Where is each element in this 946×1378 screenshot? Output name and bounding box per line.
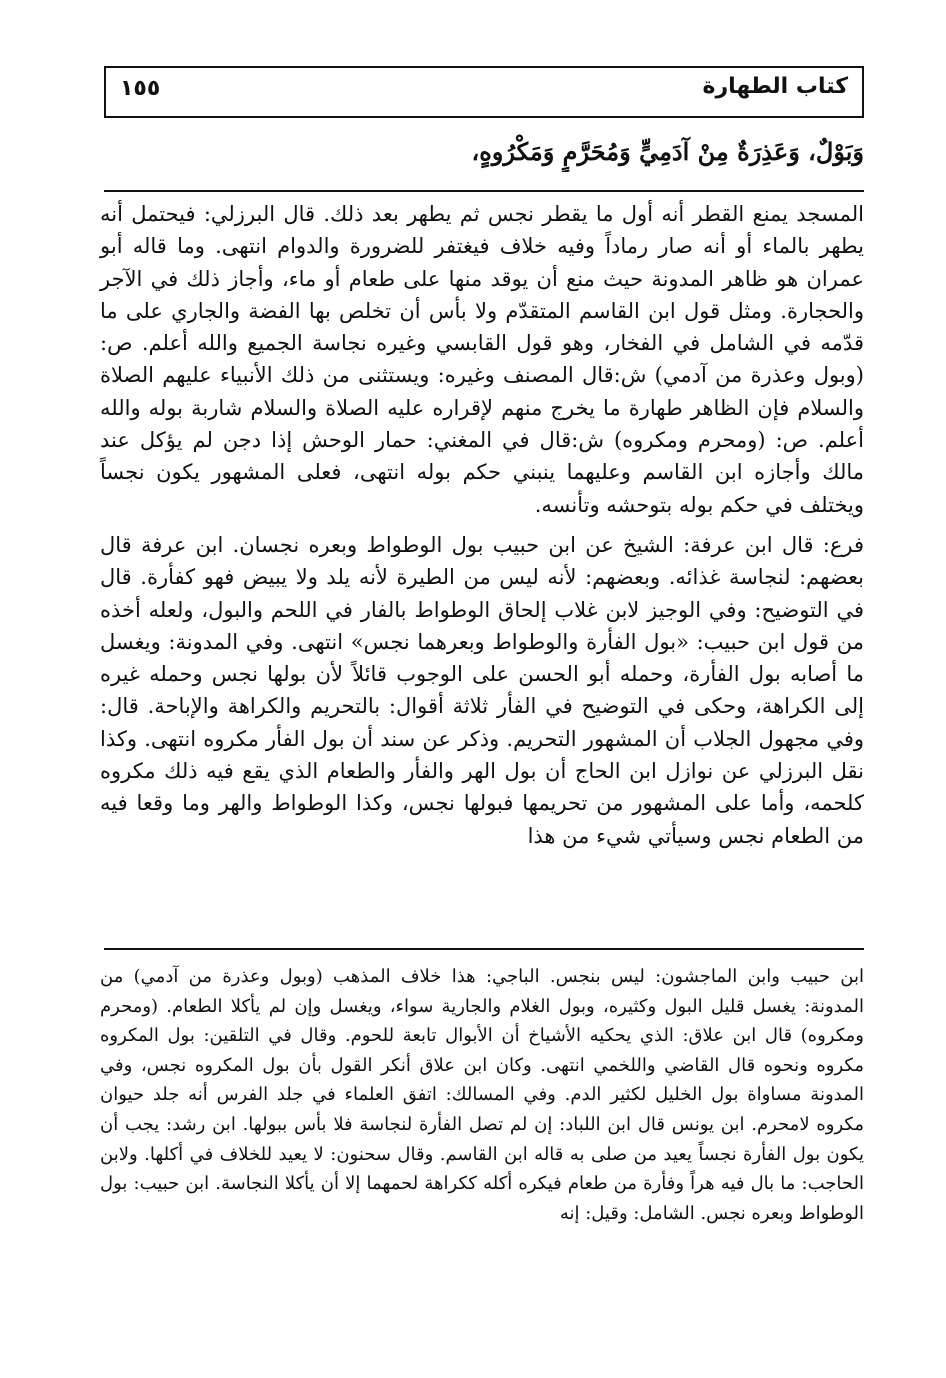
commentary-paragraph-2: فرع: قال ابن عرفة: الشيخ عن ابن حبيب بول الوطواط وبعره نجسان. ابن عرفة قال بعضهم: لنجاسة غذائه. وبعضهم: لأنه ليس من الطيرة لأنه يلد ولا يبيض فهو كفأرة. قال في التوضيح: وفي الوجيز لابن غلاب إلحاق الوطواط بالفار في اللحم والبول، ولعله أخذه من قول ابن حبيب: «بول الفأرة والوطواط وبعرهما نجس» انتهى. وفي المدونة: ويغسل ما أصابه بول الفأرة، وحمله أبو الحسن على الوجوب قائلاً لأن بولها نجس وحمله غيره إلى الكراهة، وحكى في التوضيح في الفأر ثلاثة أقوال: بالتحريم والكراهة والإباحة. قال: وفي مجهول الجلاب أن المشهور التحريم. وذكر عن سند أن بول الفأر مكروه انتهى. وكذا نقل البرزلي عن نوازل ابن الحاج أن بول الهر والفأر والطعام الذي يقع فيه ذلك مكروه كلحمه، وأما على المشهور من تحريمها فبولها نجس، وكذا الوطواط والهر وما وقعا فيه من الطعام نجس وسيأتي شيء من هذا: [100, 532, 864, 848]
running-header: [104, 66, 864, 118]
separator-rule-bottom: [104, 948, 864, 950]
footnote-section: [100, 962, 864, 1228]
page-number: ١٥٥: [120, 76, 161, 101]
separator-rule-top: [104, 190, 864, 192]
chapter-title: كتاب الطهارة: [702, 74, 848, 99]
matn-text: وَبَوْلٌ، وَعَذِرَةٌ مِنْ آدَمِيٍّ وَمُحَرَّمٍ وَمَكْرُوهٍ،: [471, 137, 864, 166]
commentary-body: [100, 198, 864, 852]
footnote-text: ابن حبيب وابن الماجشون: ليس بنجس. الباجي: هذا خلاف المذهب (وبول وعذرة من آدمي) من المدونة: يغسل قليل البول وكثيره، وبول الغلام والجارية سواء، ويغسل وإن لم يأكلا الطعام. (ومحرم ومكروه) قال ابن علاق: الذي يحكيه الأشياخ أن الأبوال تابعة للحوم. وقال في التلقين: بول المكروه مكروه ونحوه قال القاضي واللخمي انتهى. وكان ابن علاق أنكر القول بأن بول المكروه نجس، وفي المدونة مساواة بول الخليل لكثير الدم. وفي المسالك: اتفق العلماء في جلد الفرس أنه جلد حيوان مكروه لامحرم. ابن يونس قال ابن اللباد: إن لم تصل الفأرة لنجاسة فلا بأس ببولها. ابن رشد: يجب أن يكون بول الفأرة نجساً يعيد من صلى به قاله ابن القاسم. وقال سحنون: لا يعيد للخلاف في أكلها. ولابن الحاجب: ما بال فيه هراً وفأرة من طعام فيكره أكله ككراهة لحمهما إلا أن يأكلا النجاسة. ابن حبيب: بول الوطواط وبعره نجس. الشامل: وقيل: إنه: [100, 966, 864, 1224]
commentary-paragraph-1: المسجد يمنع القطر أنه أول ما يقطر نجس ثم يطهر بعد ذلك. قال البرزلي: فيحتمل أنه يطهر بالماء أو أنه صار رماداً وفيه خلاف فيغتفر للضرورة والدوام انتهى. وما قاله أبو عمران هو ظاهر المدونة حيث منع أن يوقد منها على طعام أو ماء، وأجاز ذلك في الآجر والحجارة. ومثل قول ابن القاسم المتقدّم ولا بأس أن تخلص بها الفضة والجاري على ما قدّمه في الشامل في الفخار، وهو قول القابسي وغيره نجاسة الجميع والله أعلم. ص: (وبول وعذرة من آدمي) ش:قال المصنف وغيره: ويستثنى من ذلك الأنبياء عليهم الصلاة والسلام فإن الظاهر طهارة ما يخرج منهم لإقراره عليه الصلاة والسلام شاربة بوله والله أعلم. ص: (ومحرم ومكروه) ش:قال في المغني: حمار الوحش إذا دجن لم يؤكل عند مالك وأجازه ابن القاسم وعليهما ينبني حكم بوله انتهى، فعلى المشهور يكون نجساً ويختلف في حكم بوله بتوحشه وتأنسه.: [100, 202, 864, 517]
